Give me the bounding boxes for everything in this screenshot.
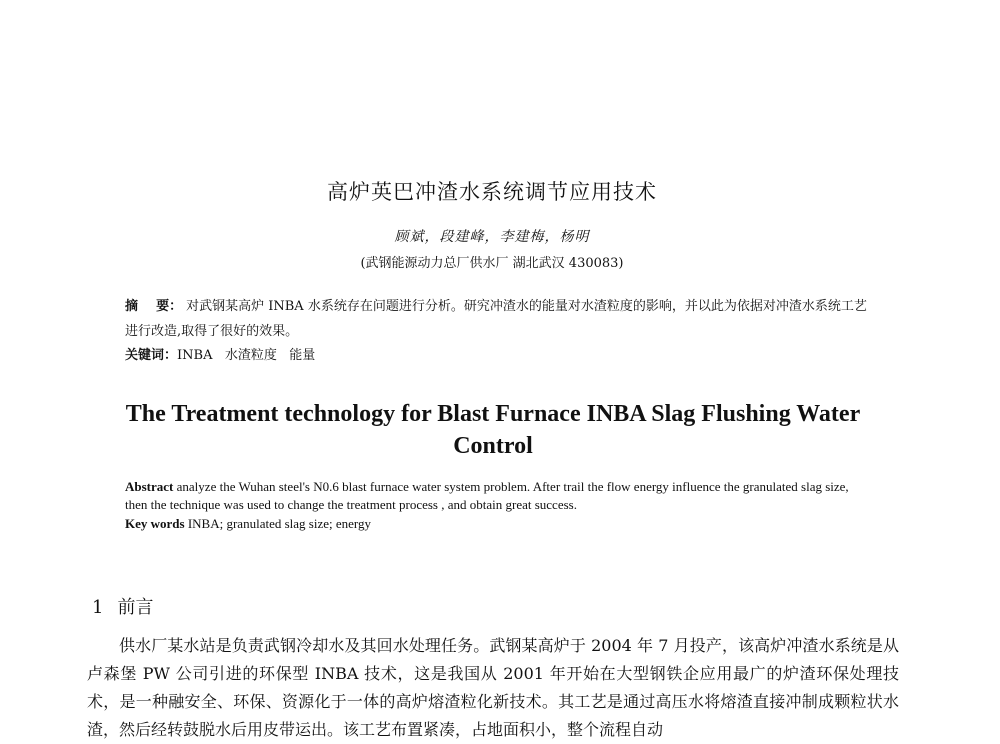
section-number: 1: [92, 597, 104, 618]
english-keywords: [125, 516, 865, 532]
english-abstract-text: analyze the Wuhan steel's N0.6 blast furnace water system problem. After trail the flow energy influence the granulated slag size, then the technique was used to change the treatment process , and obtain great success.: [125, 479, 849, 512]
english-abstract: [125, 478, 865, 514]
affiliation: (武钢能源动力总厂供水厂 湖北武汉 430083): [360, 256, 624, 271]
english-keywords-text: INBA; granulated slag size; energy: [184, 516, 371, 531]
chinese-abstract: [125, 294, 875, 344]
english-abstract-label: Abstract: [125, 479, 174, 494]
english-title: The Treatment technology for Blast Furnace INBA Slag Flushing Water Control: [125, 401, 861, 459]
section-title: 前言: [117, 597, 154, 618]
chinese-keywords: [125, 344, 875, 363]
chinese-keywords-label: 关键词：: [125, 348, 178, 363]
body-paragraph: 供水厂某水站是负责武钢冷却水及其回水处理任务。武钢某高炉于 2004 年 7 月投产，该高炉冲渣水系统是从卢森堡 PW 公司引进的环保型 INBA 技术，这是我国从 2001 年开始在大型钢铁企应用最广的炉渣环保处理技术，是一种融安全、环保、资源化于一体的高炉熔渣粒化新技术。其工艺是通过高压水将熔渣直接冲制成颗粒状水渣，然后经转鼓脱水后用皮带运出。该工艺布置紧凑，占地面积小，整个流程自动: [87, 636, 899, 739]
section-heading: [92, 593, 153, 619]
chinese-abstract-text: 对武钢某高炉 INBA 水系统存在问题进行分析。研究冲渣水的能量对水渣粒度的影响，并以此为依据对冲渣水系统工艺进行改造,取得了很好的效果。: [125, 299, 867, 339]
authors: 顾斌，段建峰，李建梅，杨明: [394, 229, 590, 245]
chinese-abstract-label: 摘 要：: [125, 299, 183, 314]
english-keywords-label: Key words: [125, 516, 185, 531]
chinese-title: 高炉英巴冲渣水系统调节应用技术: [327, 180, 657, 204]
chinese-keywords-text: INBA 水渣粒度 能量: [177, 348, 316, 363]
